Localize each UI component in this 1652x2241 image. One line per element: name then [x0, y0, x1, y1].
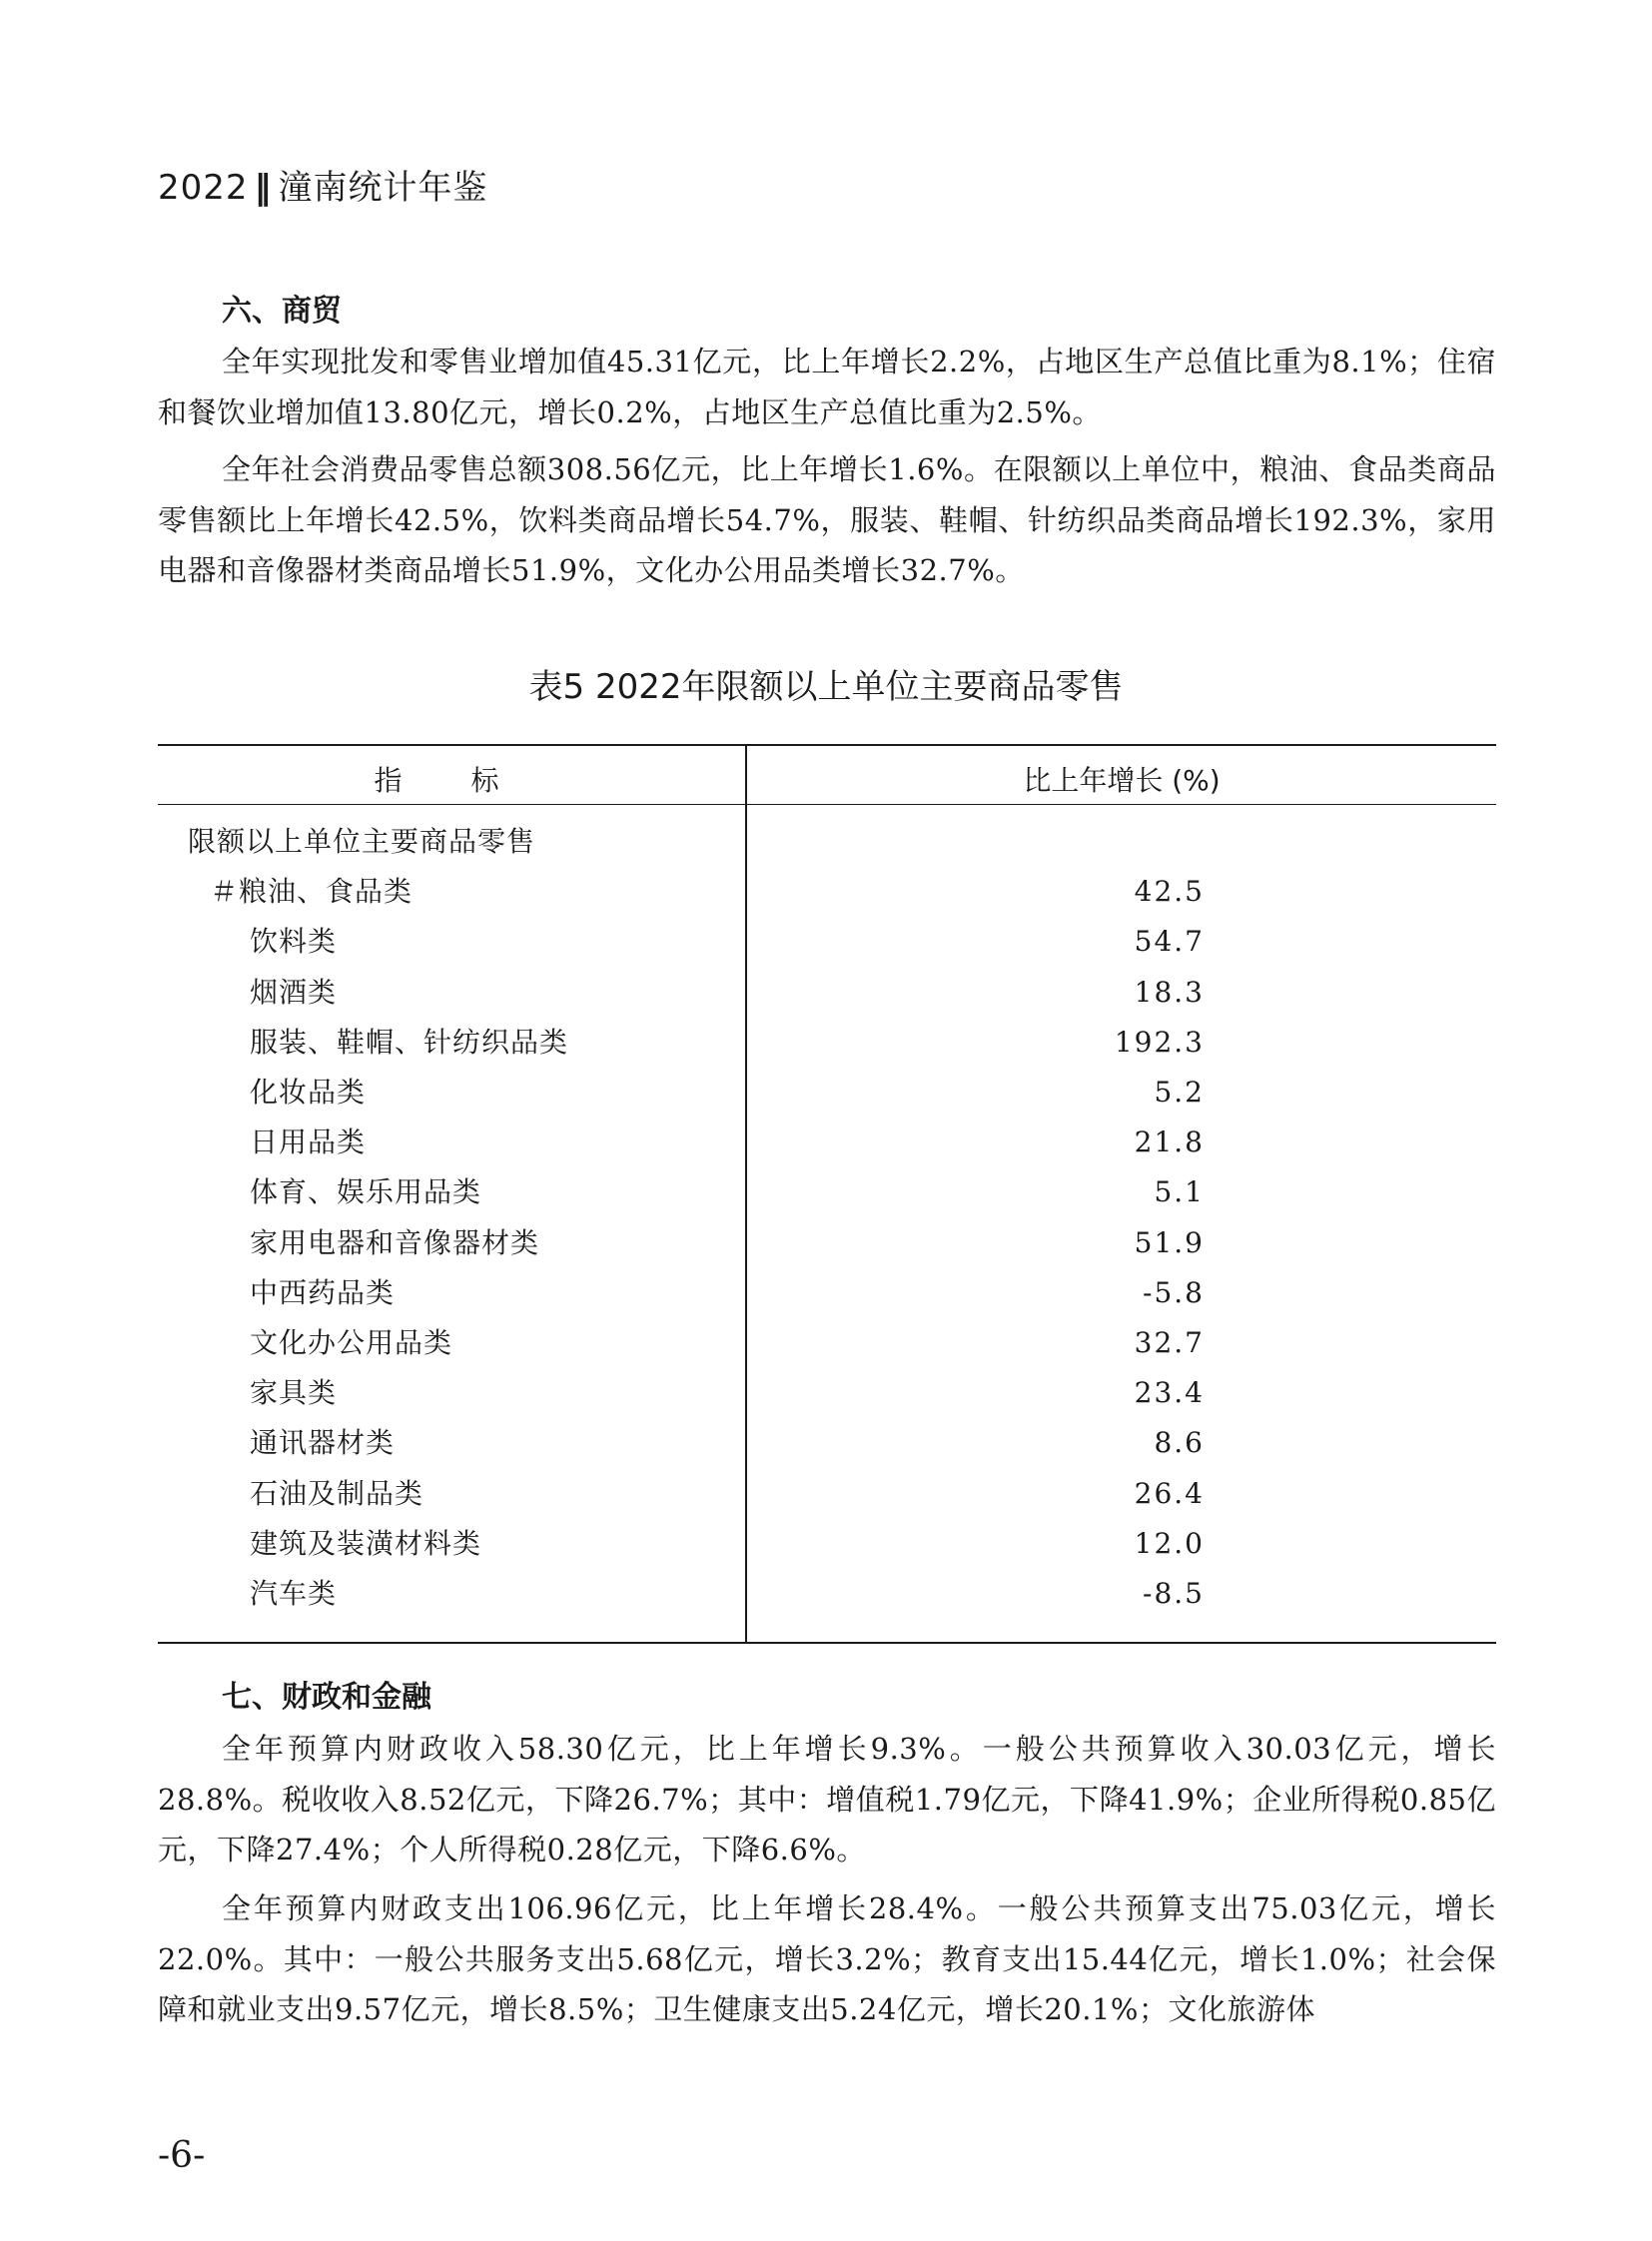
table-row [158, 1218, 1496, 1268]
table-row [158, 1368, 1496, 1418]
row-label: 饮料类 [250, 925, 338, 959]
column-header-indicator: 指 标 [374, 764, 529, 797]
table-row [158, 1318, 1496, 1368]
row-label: ＃粮油、食品类 [210, 875, 413, 909]
row-value: 54.7 [1134, 925, 1205, 959]
table-bottom-rule [158, 1642, 1496, 1644]
running-header [158, 160, 488, 209]
section-7-paragraph-1: 全年预算内财政收入58.30亿元，比上年增长9.3%。一般公共预算收入30.03亿元，增长28.8%。税收收入8.52亿元，下降26.7%；其中：增值税1.79亿元，下降41.9%；企业所得税0.85亿元，下降27.4%；个人所得税0.28亿元，下降6.6%。 [158, 1732, 1496, 1867]
table-row [158, 1519, 1496, 1569]
row-label: 日用品类 [250, 1125, 367, 1159]
table-title: 表5 2022年限额以上单位主要商品零售 [528, 667, 1124, 707]
row-value: 12.0 [1134, 1526, 1205, 1560]
row-value: 8.6 [1154, 1426, 1205, 1460]
row-value: 32.7 [1134, 1326, 1205, 1359]
table-row [158, 1167, 1496, 1217]
table-row [158, 968, 1496, 1018]
row-label: 通讯器材类 [250, 1426, 396, 1460]
row-value: -8.5 [1143, 1577, 1205, 1610]
header-separator: ‖ [254, 168, 273, 208]
row-label: 文化办公用品类 [250, 1326, 453, 1359]
section-7-title: 七、财政和金融 [222, 1680, 431, 1715]
table-row [158, 1418, 1496, 1468]
row-label: 家具类 [250, 1376, 338, 1410]
header-year: 2022 [158, 168, 249, 208]
row-value: -5.8 [1143, 1275, 1205, 1309]
table-row [158, 867, 1496, 917]
column-header-growth: 比上年增长 (%) [1023, 764, 1221, 797]
table-row [158, 1569, 1496, 1619]
page-number: -6- [158, 2135, 206, 2176]
table-row [158, 917, 1496, 967]
row-label: 体育、娱乐用品类 [250, 1175, 482, 1209]
row-value: 18.3 [1134, 975, 1205, 1009]
row-value: 5.1 [1154, 1175, 1205, 1209]
row-label: 化妆品类 [250, 1076, 367, 1109]
row-label: 建筑及装潢材料类 [250, 1526, 482, 1560]
row-label: 石油及制品类 [250, 1476, 424, 1510]
row-label: 中西药品类 [250, 1275, 396, 1309]
table-row [158, 1268, 1496, 1318]
table-row [158, 1018, 1496, 1068]
row-label: 服装、鞋帽、针纺织品类 [250, 1025, 569, 1059]
table-top-rule [158, 744, 1496, 746]
table-row [158, 1469, 1496, 1519]
row-value: 23.4 [1134, 1376, 1205, 1410]
row-label: 烟酒类 [250, 975, 338, 1009]
row-value: 26.4 [1134, 1476, 1205, 1510]
row-value: 5.2 [1154, 1076, 1205, 1109]
table-header-rule [158, 804, 1496, 805]
header-title: 潼南统计年鉴 [278, 168, 488, 208]
row-value: 51.9 [1134, 1225, 1205, 1259]
row-label: 汽车类 [250, 1577, 338, 1610]
row-label: 限额以上单位主要商品零售 [188, 825, 536, 858]
row-value: 42.5 [1134, 875, 1205, 909]
table-row [158, 1068, 1496, 1118]
section-6-title: 六、商贸 [222, 294, 342, 329]
table-row [158, 1118, 1496, 1167]
table-row [158, 817, 1496, 867]
section-6-paragraph-2: 全年社会消费品零售总额308.56亿元，比上年增长1.6%。在限额以上单位中，粮油、食品类商品零售额比上年增长42.5%，饮料类商品增长54.7%，服装、鞋帽、针纺织品类商品增长192.3%，家用电器和音像器材类商品增长51.9%，文化办公用品类增长32.7%。 [158, 452, 1496, 587]
row-label: 家用电器和音像器材类 [250, 1225, 540, 1259]
section-7-paragraph-2: 全年预算内财政支出106.96亿元，比上年增长28.4%。一般公共预算支出75.03亿元，增长22.0%。其中：一般公共服务支出5.68亿元，增长3.2%；教育支出15.44亿元，增长1.0%；社会保障和就业支出9.57亿元，增长8.5%；卫生健康支出5.24亿元，增长20.1%；文化旅游体 [158, 1891, 1496, 2026]
row-value: 192.3 [1114, 1025, 1205, 1059]
row-value: 21.8 [1134, 1125, 1205, 1159]
section-6-paragraph-1: 全年实现批发和零售业增加值45.31亿元，比上年增长2.2%，占地区生产总值比重为8.1%；住宿和餐饮业增加值13.80亿元，增长0.2%，占地区生产总值比重为2.5%。 [158, 345, 1496, 429]
